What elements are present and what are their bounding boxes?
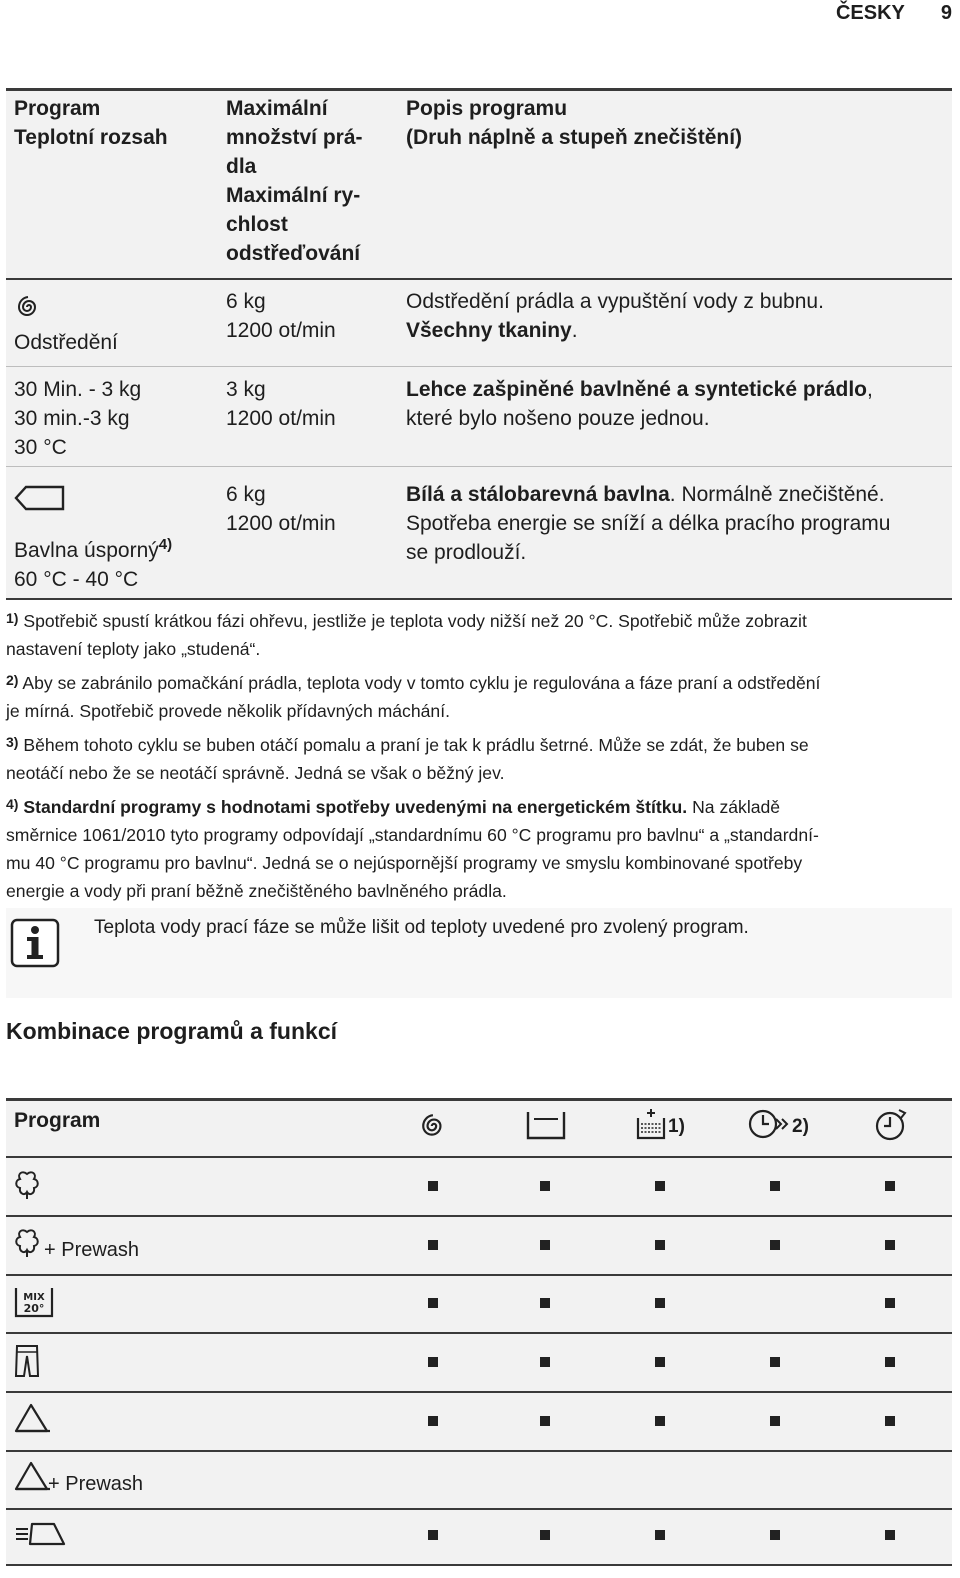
available-mark bbox=[885, 1416, 895, 1426]
synthetics-icon bbox=[14, 1460, 52, 1492]
load-spin: 6 kg 1200 ot/min bbox=[226, 290, 336, 342]
combo-header-program: Program bbox=[14, 1109, 101, 1132]
available-mark bbox=[885, 1357, 895, 1367]
available-mark bbox=[655, 1416, 665, 1426]
row-divider bbox=[6, 1215, 952, 1217]
available-mark bbox=[540, 1240, 550, 1250]
footnote-2: $^{2)}$ Aby se zabránilo pomačkání prádla, teplota vody v tomto cyklu je regulována a fáze praní a odstředění je mírná. Spotřebič provede několik přídavných máchání. bbox=[6, 672, 821, 721]
jeans-icon bbox=[14, 1344, 40, 1378]
program-spin: Odstředění bbox=[14, 331, 118, 354]
desc-cotton-eco: Bílá a stálobarevná bavlna. Normálně znečištěné. Spotřeba energie se sníží a délka pracího programu se prodlouží. bbox=[406, 483, 891, 564]
program-table bbox=[6, 88, 952, 600]
program-30min: 30 Min. - 3 kg 30 min.-3 kg 30 °C bbox=[14, 378, 142, 459]
table-top-rule bbox=[6, 1098, 952, 1101]
row-divider bbox=[6, 1450, 952, 1452]
combination-table bbox=[6, 1098, 952, 1566]
available-mark bbox=[540, 1416, 550, 1426]
delay-start-icon bbox=[874, 1108, 908, 1142]
table-bottom-rule bbox=[6, 598, 952, 600]
language-label: ČESKY bbox=[835, 2, 905, 24]
footnote-3: $^{3)}$ Během tohoto cyklu se buben otáčí pomalu a praní je tak k prádlu šetrné. Může se zdát, že buben se neotáčí nebo že se neotáčí správně. Jedná se však o běžný jev. bbox=[6, 734, 809, 783]
available-mark bbox=[770, 1416, 780, 1426]
available-mark bbox=[885, 1181, 895, 1191]
available-mark bbox=[540, 1530, 550, 1540]
svg-text:20°: 20° bbox=[23, 1302, 45, 1315]
row-divider bbox=[6, 1274, 952, 1276]
row-divider bbox=[6, 1508, 952, 1510]
table-bottom-rule bbox=[6, 1564, 952, 1566]
header-program: Program Teplotní rozsah bbox=[14, 97, 168, 149]
svg-text:MIX: MIX bbox=[23, 1292, 45, 1303]
page-number: 9 bbox=[940, 2, 952, 24]
available-mark bbox=[428, 1416, 438, 1426]
available-mark bbox=[428, 1298, 438, 1308]
available-mark bbox=[655, 1530, 665, 1540]
available-mark bbox=[655, 1240, 665, 1250]
cotton-eco-icon bbox=[14, 484, 66, 512]
available-mark bbox=[428, 1357, 438, 1367]
info-note: Teplota vody prací fáze se může lišit od teploty uvedené pro zvolený program. bbox=[94, 917, 749, 938]
prewash-label: + Prewash bbox=[48, 1473, 144, 1495]
footnote-1: $^{1)}$ Spotřebič spustí krátkou fázi ohřevu, jestliže je teplota vody nižší než 20 °C. Spotřebič může zobrazit nastavení teploty jako „studená“. bbox=[6, 610, 807, 659]
mix-20-icon bbox=[14, 1286, 54, 1318]
row-divider bbox=[6, 1332, 952, 1334]
available-mark bbox=[770, 1530, 780, 1540]
available-mark bbox=[428, 1240, 438, 1250]
table-top-rule bbox=[6, 88, 952, 91]
available-mark bbox=[428, 1530, 438, 1540]
extra-rinse-footnote-ref: 1) bbox=[668, 1116, 685, 1137]
header-load-speed: Maximální množství prá- dla Maximální ry- chlost odstřeďování bbox=[226, 97, 363, 265]
cotton-icon bbox=[14, 1170, 40, 1200]
available-mark bbox=[885, 1298, 895, 1308]
time-save-icon bbox=[748, 1108, 794, 1140]
extra-rinse-icon bbox=[636, 1108, 666, 1140]
easy-iron-icon bbox=[14, 1520, 70, 1548]
spin-icon bbox=[420, 1112, 448, 1140]
available-mark bbox=[770, 1357, 780, 1367]
available-mark bbox=[540, 1298, 550, 1308]
available-mark bbox=[655, 1357, 665, 1367]
spin-icon bbox=[16, 294, 42, 320]
program-cotton-eco: Bavlna úsporný$^{4)}$ 60 °C - 40 °C bbox=[14, 536, 173, 591]
desc-30min: Lehce zašpiněné bavlněné a syntetické prádlo, které bylo nošeno pouze jednou. bbox=[406, 378, 873, 430]
row-divider bbox=[6, 466, 952, 467]
load-cotton-eco: 6 kg 1200 ot/min bbox=[226, 483, 336, 535]
page-header bbox=[836, 2, 952, 25]
available-mark bbox=[770, 1181, 780, 1191]
available-mark bbox=[885, 1240, 895, 1250]
available-mark bbox=[655, 1181, 665, 1191]
rinse-hold-icon bbox=[526, 1110, 566, 1140]
time-save-footnote-ref: 2) bbox=[792, 1116, 809, 1137]
synthetics-icon bbox=[14, 1402, 52, 1434]
available-mark bbox=[770, 1240, 780, 1250]
available-mark bbox=[885, 1530, 895, 1540]
available-mark bbox=[540, 1357, 550, 1367]
header-description: Popis programu (Druh náplně a stupeň znečištění) bbox=[406, 97, 743, 149]
available-mark bbox=[428, 1181, 438, 1191]
info-icon bbox=[10, 918, 60, 968]
footnote-ref: 4) bbox=[158, 536, 173, 553]
footnote-4: $^{4)}$ Standardní programy s hodnotami spotřeby uvedenými na energetickém štítku. Na základě směrnice 1061/2010 tyto programy odpovídají „standardnímu 60 °C programu pro bavlnu“ a „standardní- mu 40 °C programu pro bavlnu“. Jedná se o nejúspornější programy ve smyslu kombinované spotřeby energie a vody při praní běžně znečištěného bavlněného prádla. bbox=[6, 796, 819, 901]
cotton-icon bbox=[14, 1228, 40, 1258]
load-30min: 3 kg 1200 ot/min bbox=[226, 378, 336, 430]
available-mark bbox=[540, 1181, 550, 1191]
desc-spin: Odstředění prádla a vypuštění vody z bubnu. Všechny tkaniny. bbox=[406, 290, 824, 342]
section-title: Kombinace programů a funkcí bbox=[6, 1018, 338, 1044]
header-rule bbox=[6, 278, 952, 280]
row-divider bbox=[6, 1391, 952, 1393]
available-mark bbox=[655, 1298, 665, 1308]
prewash-label: + Prewash bbox=[44, 1239, 140, 1261]
header-rule bbox=[6, 1156, 952, 1158]
row-divider bbox=[6, 366, 952, 367]
